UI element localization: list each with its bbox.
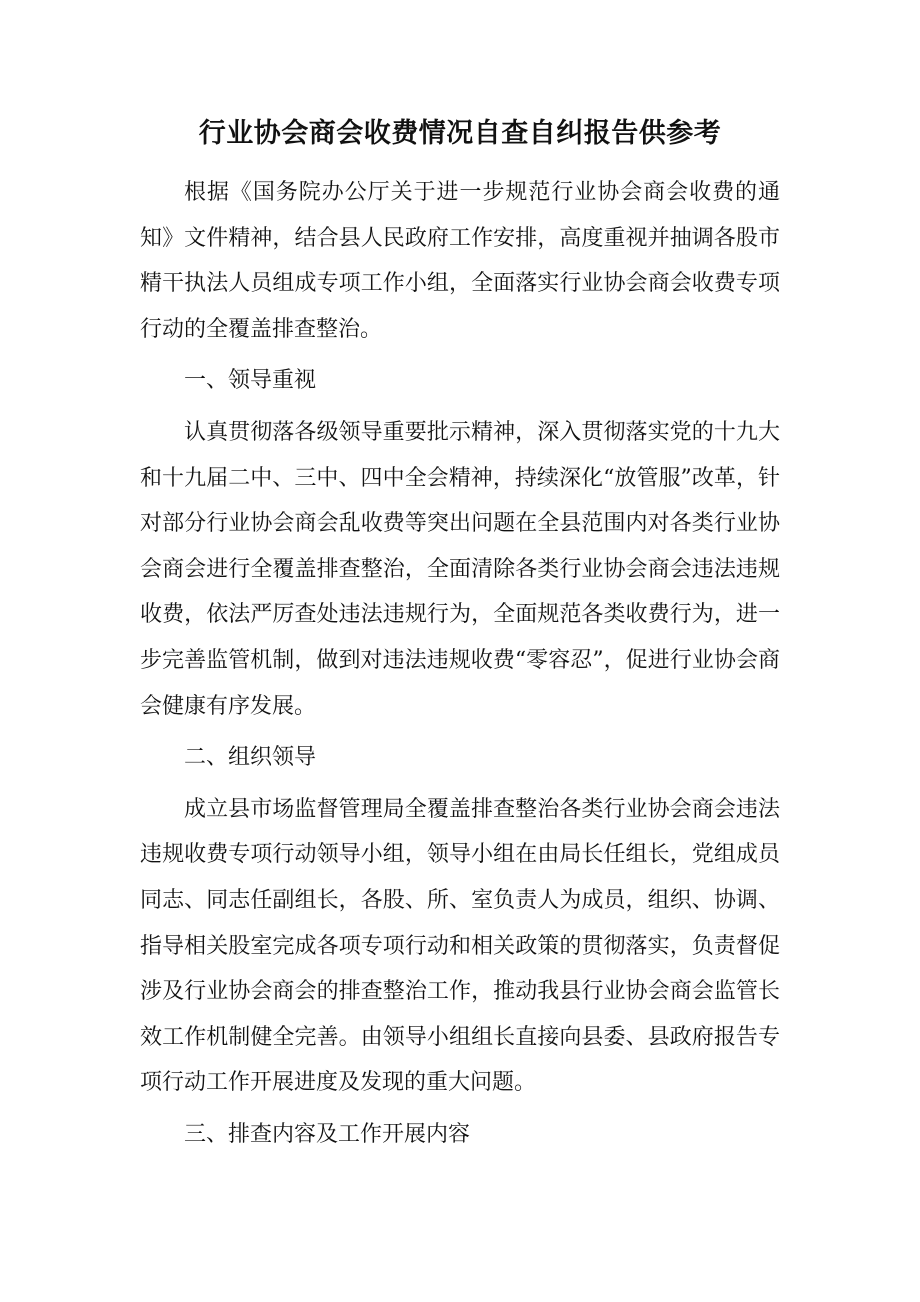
document-body: [140, 170, 780, 1163]
section-heading-1: 一、领导重视: [184, 368, 317, 394]
section-heading-2: 二、组织领导: [184, 745, 317, 771]
paragraph-section-1: 认真贯彻落各级领导重要批示精神，深入贯彻落实党的十九大和十九届二中、三中、四中全会精神，持续深化“放管服”改革，针对部分行业协会商会乱收费等突出问题在全县范围内对各类行业协会商会进行全覆盖排查整治，全面清除各类行业协会商会违法违规收费，依法严厉查处违法违规行为，全面规范各类收费行为，进一步完善监管机制，做到对违法违规收费“零容忍”，促进行业协会商会健康有序发展。: [140, 419, 780, 719]
paragraph-section-2: 成立县市场监督管理局全覆盖排查整治各类行业协会商会违法违规收费专项行动领导小组，领导小组在由局长任组长，党组成员同志、同志任副组长，各股、所、室负责人为成员，组织、协调、指导相关股室完成各项专项行动和相关政策的贯彻落实，负责督促涉及行业协会商会的排查整治工作，推动我县行业协会商会监管长效工作机制健全完善。由领导小组组长直接向县委、县政府报告专项行动工作开展进度及发现的重大问题。: [140, 796, 780, 1096]
paragraph-intro: 根据《国务院办公厅关于进一步规范行业协会商会收费的通知》文件精神，结合县人民政府工作安排，高度重视并抽调各股市精干执法人员组成专项工作小组，全面落实行业协会商会收费专项行动的全覆盖排查整治。: [140, 180, 780, 342]
document-title: 行业协会商会收费情况自查自纠报告供参考: [198, 118, 722, 149]
section-heading-3: 三、排查内容及工作开展内容: [184, 1121, 471, 1147]
